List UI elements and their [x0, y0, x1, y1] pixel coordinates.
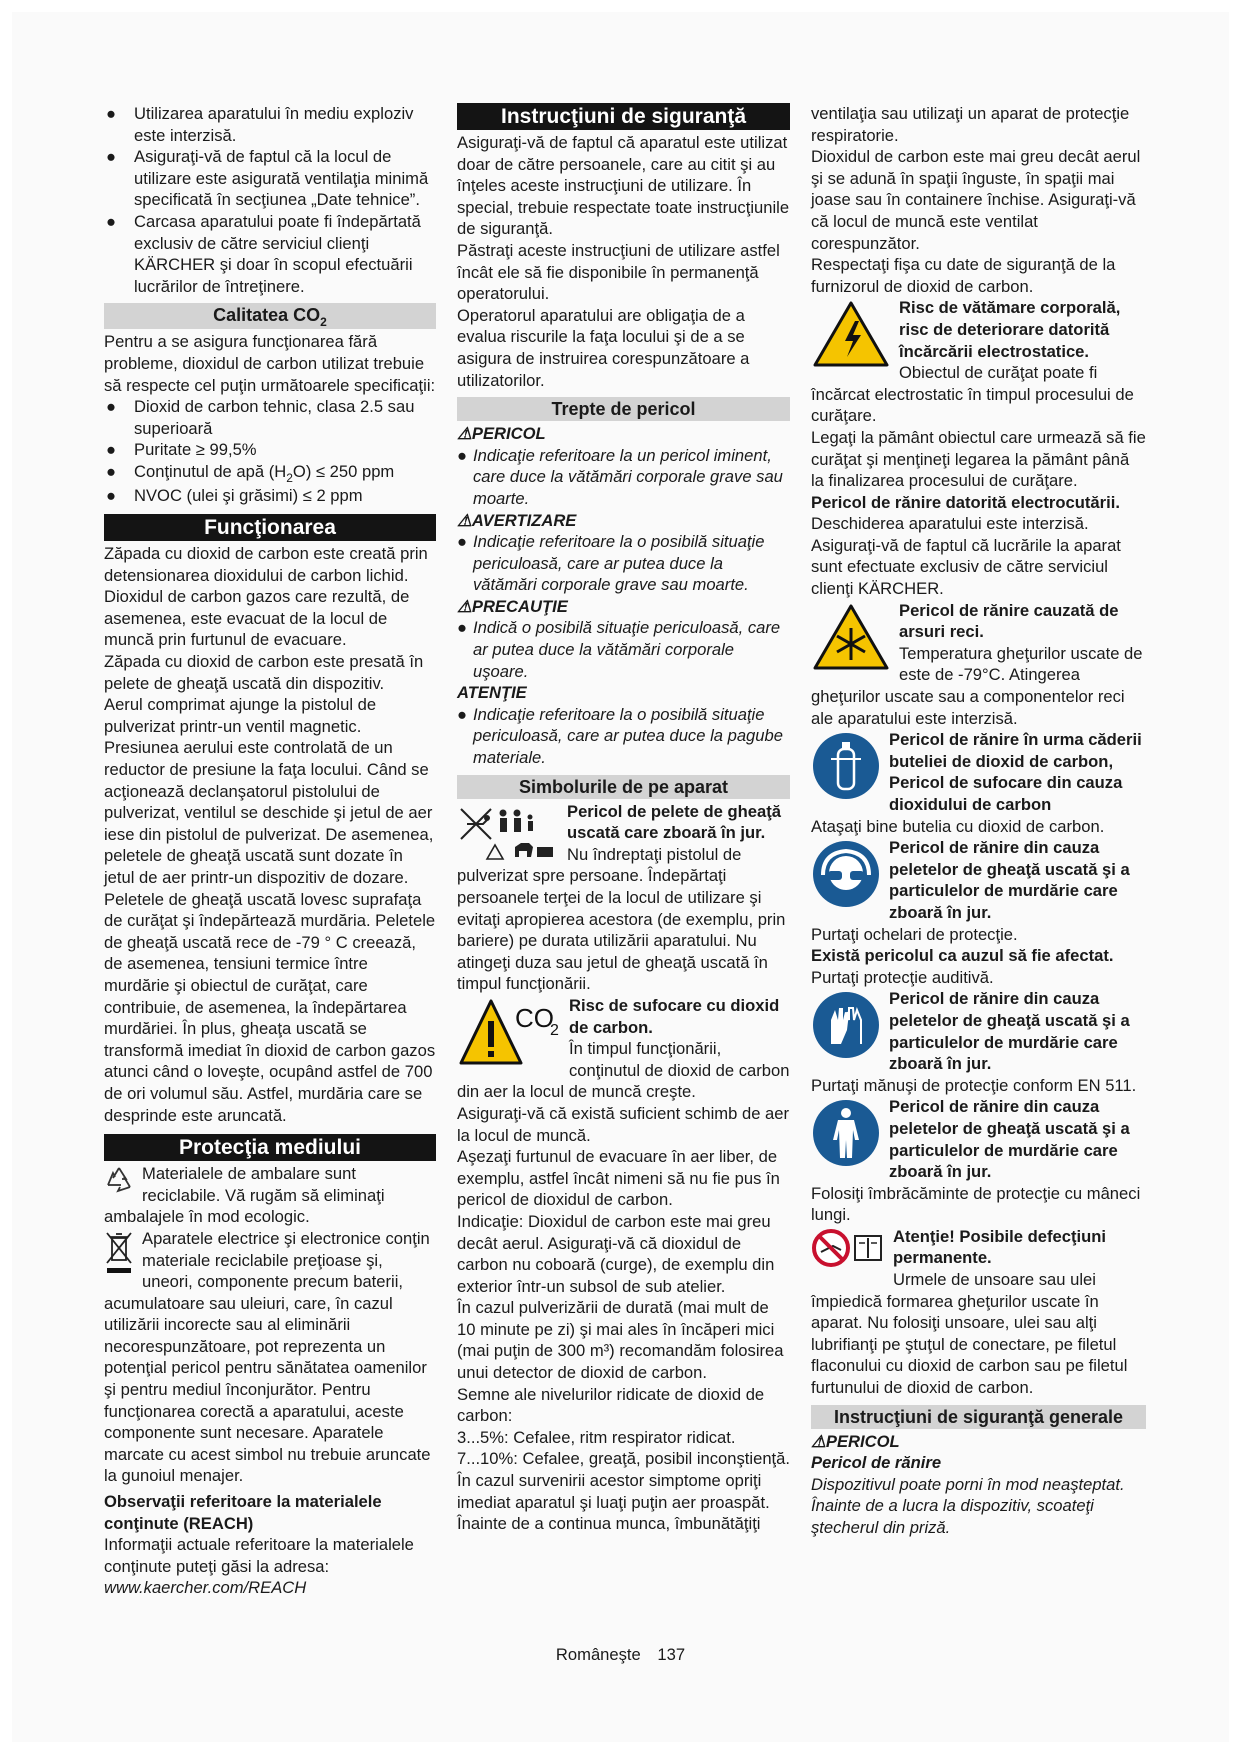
high-voltage-warning-icon — [811, 299, 891, 369]
level-title: ⚠PERICOL — [457, 424, 546, 444]
col2-paragraph: Indicaţie: Dioxidul de carbon este mai greu decât aerul. Asiguraţi-vă că dioxidul de carbon nu coboară (curge), de exemplu din exterior într-un subsol de sub atelier. — [457, 1211, 775, 1296]
suffocation-block: CO 2 Risc de sufocare cu dioxid de carbon. În timpul funcţionării, conţinutul de dioxid de carbon din aer la locul de muncă creşte. — [457, 995, 790, 1102]
defect-block: Atenţie! Posibile defecţiuni permanente. Urmele de unsoare sau ulei împiedică formarea gheţurilor uscate în aparat. Nu folosiţi unsoare, ulei sau alţi lubrifianţi pe ştuţul de conectare, pe filetul flaconului cu dioxid de carbon sau pe filetul furtunului de dioxid de carbon. — [811, 1226, 1128, 1398]
column-3 — [811, 103, 1146, 1539]
col3-paragraph: Deschiderea aparatului este interzisă. Asiguraţi-vă de faptul că lucrările la aparat sunt efectuate exclusiv de către serviciul clienţi KÄRCHER. — [811, 514, 1121, 599]
general-level: ⚠PERICOL — [811, 1431, 900, 1451]
co2-intro: Pentru a se asigura funcţionarea fără probleme, dioxidul de carbon utilizat trebuie să respecte cel puţin următoarele specificaţii: — [104, 332, 436, 395]
co2-label: CO — [515, 1002, 554, 1033]
level-text: ● Indică o posibilă situaţie periculoasă, care ar putea duce la vătămări corporale uşoare. — [457, 618, 781, 681]
protective-suit-icon — [811, 1098, 881, 1168]
no-oil-grease-icon — [811, 1228, 885, 1268]
function-paragraph: Aerul comprimat ajunge la pistolul de pulverizat printr-un ventil magnetic. Presiunea aerului este controlată de un reductor de presiune la faţa locului. Când se acţionează declanşatorul pistolului de pulverizat, ventilul se deschide şi jetul de aer iese din pistolul de pulverizat. De asemenea, peletele de gheaţă uscată sunt dozate în jetul de aer printr-un dispozitiv de dozare. — [104, 695, 434, 887]
bottle-block: Pericol de rănire în urma căderii buteliei de dioxid de carbon, Pericol de sufocare din cauza dioxidului de carbon Ataşaţi bine butelia cu dioxid de carbon. — [811, 730, 1142, 836]
reach-heading: Observaţii referitoare la materialele conţinute (REACH) — [104, 1492, 382, 1533]
list-item: ● Carcasa aparatului poate fi îndepărtată exclusiv de către serviciul clienţi KÄRCHER şi doar în scopul efectuării lucrărilor de întreţinere. — [106, 211, 421, 296]
eyes-block: Pericol de rănire din cauza peletelor de gheaţă uscată şi a particulelor de murdărie care zboară în jur. Purtaţi ochelari de protecţie. — [811, 838, 1130, 944]
suit-block: Pericol de rănire din cauza peletelor de gheaţă uscată şi a particulelor de murdărie care zboară în jur. Folosiţi îmbrăcăminte de protecţie cu mâneci lungi. — [811, 1097, 1141, 1225]
list-item: ● NVOC (ulei şi grăsimi) ≤ 2 ppm — [106, 485, 363, 505]
pellets-block: Pericol de pelete de gheaţă uscată care zboară în jur. Nu îndreptaţi pistolul de pulverizat spre persoane. Îndepărtaţi persoanele terţei de la locul de utilizare şi evitaţi apropierea acestora (de exemplu, prin bariere) pe durata utilizării aparatului. Nu atingeţi duza sau jetul de gheaţă uscată în timpul funcţionării. — [457, 801, 786, 994]
co2-quality-heading: Calitatea $CO_2$ — [104, 303, 436, 329]
col2-paragraph: În cazul pulverizării de durată (mai mult de 10 minute pe zi) şi mai ales în încăperi mici (mai puţin de 300 m³) recomandăm folosirea unui detector de dioxid de carbon. — [457, 1298, 784, 1383]
level-text: ● Indicaţie referitoare la o posibilă situaţie periculoasă, care ar putea duce la pagube materiale. — [457, 704, 783, 768]
cold-block: Pericol de rănire cauzată de arsuri reci. Temperatura gheţurilor uscate de este de -79°C. Atingerea gheţurilor uscate sau a componentelor reci ale aparatului este interzisă. — [811, 600, 1143, 728]
recycling-icon — [104, 1165, 134, 1195]
function-heading: Funcţionarea — [104, 514, 436, 541]
general-text: Dispozitivul poate porni în mod neaşteptat. Înainte de a lucra la dispozitiv, scoateţi ştecherul din priză. — [811, 1474, 1125, 1537]
flying-pellets-icon — [457, 803, 559, 863]
general-safety-heading: Instrucţiuni de siguranţă generale — [811, 1405, 1146, 1429]
col3-paragraph: Respectaţi fişa cu date de siguranţă de la furnizorul de dioxid de carbon. — [811, 255, 1116, 296]
col3-paragraph: ventilaţia sau utilizaţi un aparat de protecţie respiratorie. — [811, 104, 1130, 145]
list-item: ● Conţinutul de apă $(H_2O) \le 250$ ppm — [106, 461, 395, 485]
footer-language: Româneşte — [555, 1645, 641, 1664]
function-paragraph: Zăpada cu dioxid de carbon este creată prin detensionarea dioxidului de carbon lichid. Dioxidul de carbon gazos care rezultă, de asemenea, este evacuat de la locul de muncă prin furtunul de evacuare. — [104, 544, 428, 650]
page-number: 137 — [657, 1645, 686, 1664]
reach-paragraph: Informaţii actuale referitoare la materialele conţinute puteţi găsi la adresa: www.kaercher.com/REACH — [104, 1535, 414, 1598]
gloves-icon — [811, 990, 881, 1060]
co2-warning-icon — [457, 997, 561, 1069]
safety-heading: Instrucţiuni de siguranţă — [457, 103, 790, 130]
gas-bottle-icon — [811, 731, 881, 801]
list-item: ● Puritate ≥ 99,5% — [106, 440, 257, 460]
function-paragraph: Zăpada cu dioxid de carbon este presată în pelete de gheaţă uscată din dispozitiv. — [104, 652, 424, 693]
danger-levels-heading: Trepte de pericol — [457, 397, 790, 421]
safety-paragraph: Păstraţi aceste instrucţiuni de utilizare astfel încât ele să fie disponibile în permanenţă operatorului. — [457, 240, 780, 304]
recycling-paragraph: Materialele de ambalare sunt reciclabile. Vă rugăm să eliminaţi ambalajele în mod ecologic. — [104, 1164, 385, 1227]
safety-paragraph: Operatorul aparatului are obligaţia de a evalua riscurile la faţa locului şi de a se asigura de instruirea corespunzătoare a utilizatorilor. — [457, 305, 750, 390]
cold-warning-icon — [811, 602, 891, 672]
col2-paragraph: 7...10%: Cefalee, greaţă, posibil inconştienţă. — [457, 1449, 791, 1469]
general-sub: Pericol de rănire — [811, 1453, 942, 1473]
col2-paragraph: Asiguraţi-vă că există suficient schimb de aer la locul de muncă. — [457, 1103, 790, 1145]
weee-paragraph: Aparatele electrice şi electronice conţin materiale reciclabile preţioase şi, uneori, componente precum baterii, acumulatoare sau uleiuri, care, în cazul utilizării incorecte sau al eliminării necorespunzătoare, pot reprezenta un potenţial pericol pentru sănătatea oamenilor şi pentru mediul înconjurător. Pentru funcţionarea corectă a aparatului, aceste componente sunt necesare. Aparatele marcate cu acest simbol nu trebuie aruncate la gunoiul menajer. — [104, 1228, 431, 1486]
symbols-heading: Simbolurile de pe aparat — [457, 775, 790, 799]
reach-link[interactable]: www.kaercher.com/REACH — [104, 1578, 307, 1598]
column-2 — [457, 103, 790, 1535]
col2-paragraph: Semne ale nivelurilor ridicate de dioxid de carbon: — [457, 1384, 765, 1426]
level-text: ● Indicaţie referitoare la un pericol iminent, care duce la vătămări corporale grave sau moarte. — [457, 445, 783, 508]
electrostatic-block: Risc de vătămare corporală, risc de deteriorare datorită încărcării electrostatice. Obiectul de curăţat poate fi încărcat electrostatic în timpul procesului de curăţare. — [811, 298, 1134, 426]
column-1 — [104, 103, 436, 1599]
environment-heading: Protecţia mediului — [104, 1134, 436, 1161]
col3-paragraph: Purtaţi protecţie auditivă. — [811, 967, 994, 987]
col2-paragraph: În cazul survenirii acestor simptome opriţi imediat aparatul şi luaţi puţin aer proaspăt. Înainte de a continua munca, îmbunătăţiţi — [457, 1471, 770, 1534]
crossed-bin-icon — [104, 1230, 134, 1276]
level-text: ● Indicaţie referitoare la o posibilă situaţie periculoasă, care ar putea duce la vătămări corporale grave sau moarte. — [457, 532, 765, 595]
col3-paragraph: Legaţi la pământ obiectul care urmează să fie curăţat şi menţineţi legarea la pământ până la finalizarea procesului de curăţare. — [811, 427, 1146, 491]
list-item: ● Utilizarea aparatului în mediu exploziv este interzisă. — [106, 104, 414, 145]
col3-paragraph: Dioxidul de carbon este mai greu decât aerul şi se adună în spaţii înguste, în spaţii mai joase sau în containere închise. Asiguraţi-vă că locul de muncă este ventilat corespunzător. — [811, 147, 1141, 253]
safety-paragraph: Asiguraţi-vă de faptul că aparatul este utilizat doar de către persoanele, care au citit şi au înţeles aceste instrucţiuni de utilizare. În special, trebuie respectate toate instrucţiunile de siguranţă. — [457, 133, 790, 239]
level-title: ⚠PRECAUŢIE — [457, 596, 568, 616]
level-title: ⚠AVERTIZARE — [457, 510, 577, 530]
ear-title: Există pericolul ca auzul să fie afectat. — [811, 946, 1114, 966]
list-item: ● Asiguraţi-vă de faptul că la locul de utilizare este asigurată ventilaţia minimă specificată în secţiunea „Date tehnice”. — [106, 147, 429, 210]
co2-label-sub: 2 — [550, 1021, 559, 1039]
shock-title: Pericol de rănire datorită electrocutării. — [811, 492, 1120, 512]
list-item: ● Dioxid de carbon tehnic, clasa 2.5 sau superioară — [106, 397, 415, 438]
page-footer — [0, 1645, 1241, 1665]
eye-ear-protection-icon — [811, 839, 881, 909]
gloves-block: Pericol de rănire din cauza peletelor de gheaţă uscată şi a particulelor de murdărie care zboară în jur. Purtaţi mănuşi de protecţie conform EN 511. — [811, 989, 1137, 1095]
col2-paragraph: 3...5%: Cefalee, ritm respirator ridicat. — [457, 1427, 736, 1447]
function-paragraph: Peletele de gheaţă uscată lovesc suprafaţa de curăţat şi îndepărtează murdăria. Peletele de gheaţă uscată rece de -79 ° C creează, de asemenea, tensiuni termice între murdărie şi obiectul de curăţat, care contribuie, de asemenea, la îndepărtarea murdăriei. În plus, gheaţa uscată se transformă imediat în dioxid de carbon gazos atunci când o loveşte, ocupând astfel de 700 de ori volumul său. Astfel, murdăria care se desprinde este aruncată. — [104, 889, 436, 1125]
col2-paragraph: Aşezaţi furtunul de evacuare în aer liber, de exemplu, astfel încât nimeni să nu fie pus în pericol de dioxidul de carbon. — [457, 1147, 780, 1210]
level-title: ATENŢIE — [457, 683, 527, 703]
